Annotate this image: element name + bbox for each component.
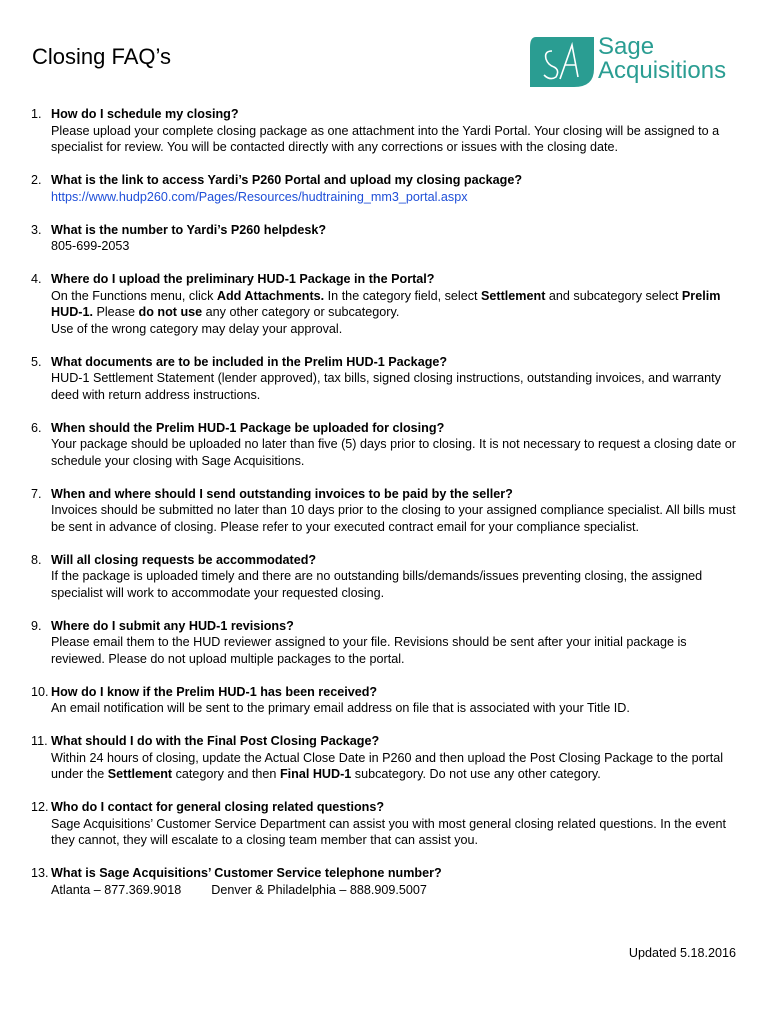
answer-bold: Final HUD-1 <box>279 767 352 781</box>
faq-answer: Please email them to the HUD reviewer assigned to your file. Revisions should be sent after your initial package is reviewed. Please do not upload multiple packages to the portal. <box>51 635 687 666</box>
faq-item-7 <box>31 486 743 536</box>
faq-answer: Sage Acquisitions’ Customer Service Department can assist you with most general closing related questions. In the event they cannot, they will escalate to a closing team member that can assist you. <box>51 816 727 847</box>
faq-question: Will all closing requests be accommodated? <box>51 552 317 567</box>
faq-number: 13. <box>31 866 49 880</box>
faq-item-12 <box>31 799 743 849</box>
answer-text: Within 24 hours of closing, update the Actual Close Date in P260 and then upload the Post Closing Package to the portal under the <box>51 750 724 781</box>
faq-item-13 <box>31 865 743 898</box>
faq-question: Who do I contact for general closing related questions? <box>51 800 385 814</box>
updated-date: Updated 5.18.2016 <box>628 946 736 960</box>
faq-item-10 <box>31 684 743 717</box>
portal-link[interactable]: https://www.hudp260.com/Pages/Resources/hudtraining_mm3_portal.aspx <box>51 189 468 204</box>
answer-text: Please <box>92 305 139 319</box>
faq-number: 11. <box>31 734 48 748</box>
faq-answer <box>51 882 743 899</box>
page-title: Closing FAQ’s <box>32 44 171 69</box>
answer-text: subcategory. Do not use any other category. <box>351 767 601 781</box>
faq-answer: Invoices should be submitted no later than 10 days prior to the closing to your assigned compliance specialist. All bills must be sent in advance of closing. Please refer to your executed contract email for your compliance specialist. <box>51 503 736 534</box>
faq-question: What should I do with the Final Post Closing Package? <box>51 734 380 748</box>
faq-answer <box>51 750 743 783</box>
faq-question: What documents are to be included in the Prelim HUD-1 Package? <box>51 354 448 369</box>
faq-number: 10. <box>31 684 49 699</box>
faq-answer-note: Use of the wrong category may delay your approval. <box>51 321 343 336</box>
faq-item-11 <box>31 733 743 783</box>
faq-number: 7. <box>31 486 42 501</box>
faq-number: 5. <box>31 354 42 369</box>
answer-bold: do not use <box>138 305 203 319</box>
faq-answer: An email notification will be sent to the primary email address on file that is associated with your Title ID. <box>51 701 630 715</box>
answer-text: category and then <box>172 767 280 781</box>
faq-answer: Your package should be uploaded no later than five (5) days prior to closing. It is not necessary to request a closing date or schedule your closing with Sage Acquisitions. <box>51 437 736 468</box>
faq-item-1 <box>31 106 743 156</box>
sage-acquisitions-logo <box>530 33 740 89</box>
faq-item-5 <box>31 354 743 404</box>
faq-item-8 <box>31 552 743 602</box>
answer-bold: Settlement <box>107 767 173 781</box>
faq-number: 1. <box>31 107 42 121</box>
answer-text: On the Functions menu, click <box>51 288 217 303</box>
answer-bold: Add Attachments. <box>216 288 325 303</box>
faq-answer: Please upload your complete closing package as one attachment into the Yardi Portal. Your closing will be assigned to a specialist for review. You will be contacted directly with any corrections or issues with the closing date. <box>51 123 720 154</box>
faq-question: When should the Prelim HUD-1 Package be uploaded for closing? <box>51 420 445 435</box>
answer-text: In the category field, select <box>324 288 481 303</box>
logo-word-acquisitions: Acquisitions <box>598 57 727 84</box>
faq-item-4 <box>31 271 743 337</box>
faq-item-6 <box>31 420 743 470</box>
faq-answer <box>51 288 743 321</box>
faq-answer: 805-699-2053 <box>51 239 130 253</box>
faq-question: What is the number to Yardi’s P260 helpdesk? <box>51 222 327 237</box>
answer-bold: Settlement <box>481 288 546 303</box>
faq-number: 9. <box>31 618 42 633</box>
faq-item-2 <box>31 172 743 205</box>
answer-text: and subcategory select <box>545 288 682 303</box>
logo-mark-icon <box>530 37 594 87</box>
faq-number: 6. <box>31 420 42 435</box>
faq-list <box>31 106 743 915</box>
phone-atlanta: Atlanta – 877.369.9018 <box>51 882 182 897</box>
faq-question: How do I know if the Prelim HUD-1 has been received? <box>51 684 378 699</box>
faq-answer: HUD-1 Settlement Statement (lender approved), tax bills, signed closing instructions, outstanding invoices, and warranty deed with return address instructions. <box>51 371 721 402</box>
faq-question: How do I schedule my closing? <box>51 107 239 121</box>
faq-number: 3. <box>31 222 42 237</box>
answer-bold: Prelim HUD-1. <box>51 288 721 319</box>
faq-question: What is the link to access Yardi’s P260 Portal and upload my closing package? <box>51 173 523 187</box>
logo-word-sage: Sage <box>598 33 655 60</box>
faq-question: Where do I submit any HUD-1 revisions? <box>51 618 294 633</box>
phone-denver-philadelphia: Denver & Philadelphia – 888.909.5007 <box>211 882 427 897</box>
faq-item-3 <box>31 222 743 255</box>
answer-text: any other category or subcategory. <box>202 305 400 319</box>
faq-item-9 <box>31 618 743 668</box>
faq-number: 2. <box>31 173 42 187</box>
faq-number: 8. <box>31 552 42 567</box>
faq-number: 4. <box>31 272 42 286</box>
faq-question: When and where should I send outstanding invoices to be paid by the seller? <box>51 486 513 501</box>
faq-number: 12. <box>31 800 49 814</box>
faq-question: What is Sage Acquisitions’ Customer Service telephone number? <box>51 866 442 880</box>
faq-question: Where do I upload the preliminary HUD-1 Package in the Portal? <box>51 272 435 286</box>
faq-answer: If the package is uploaded timely and there are no outstanding bills/demands/issues preventing closing, the assigned specialist will work to accommodate your requested closing. <box>51 569 703 600</box>
